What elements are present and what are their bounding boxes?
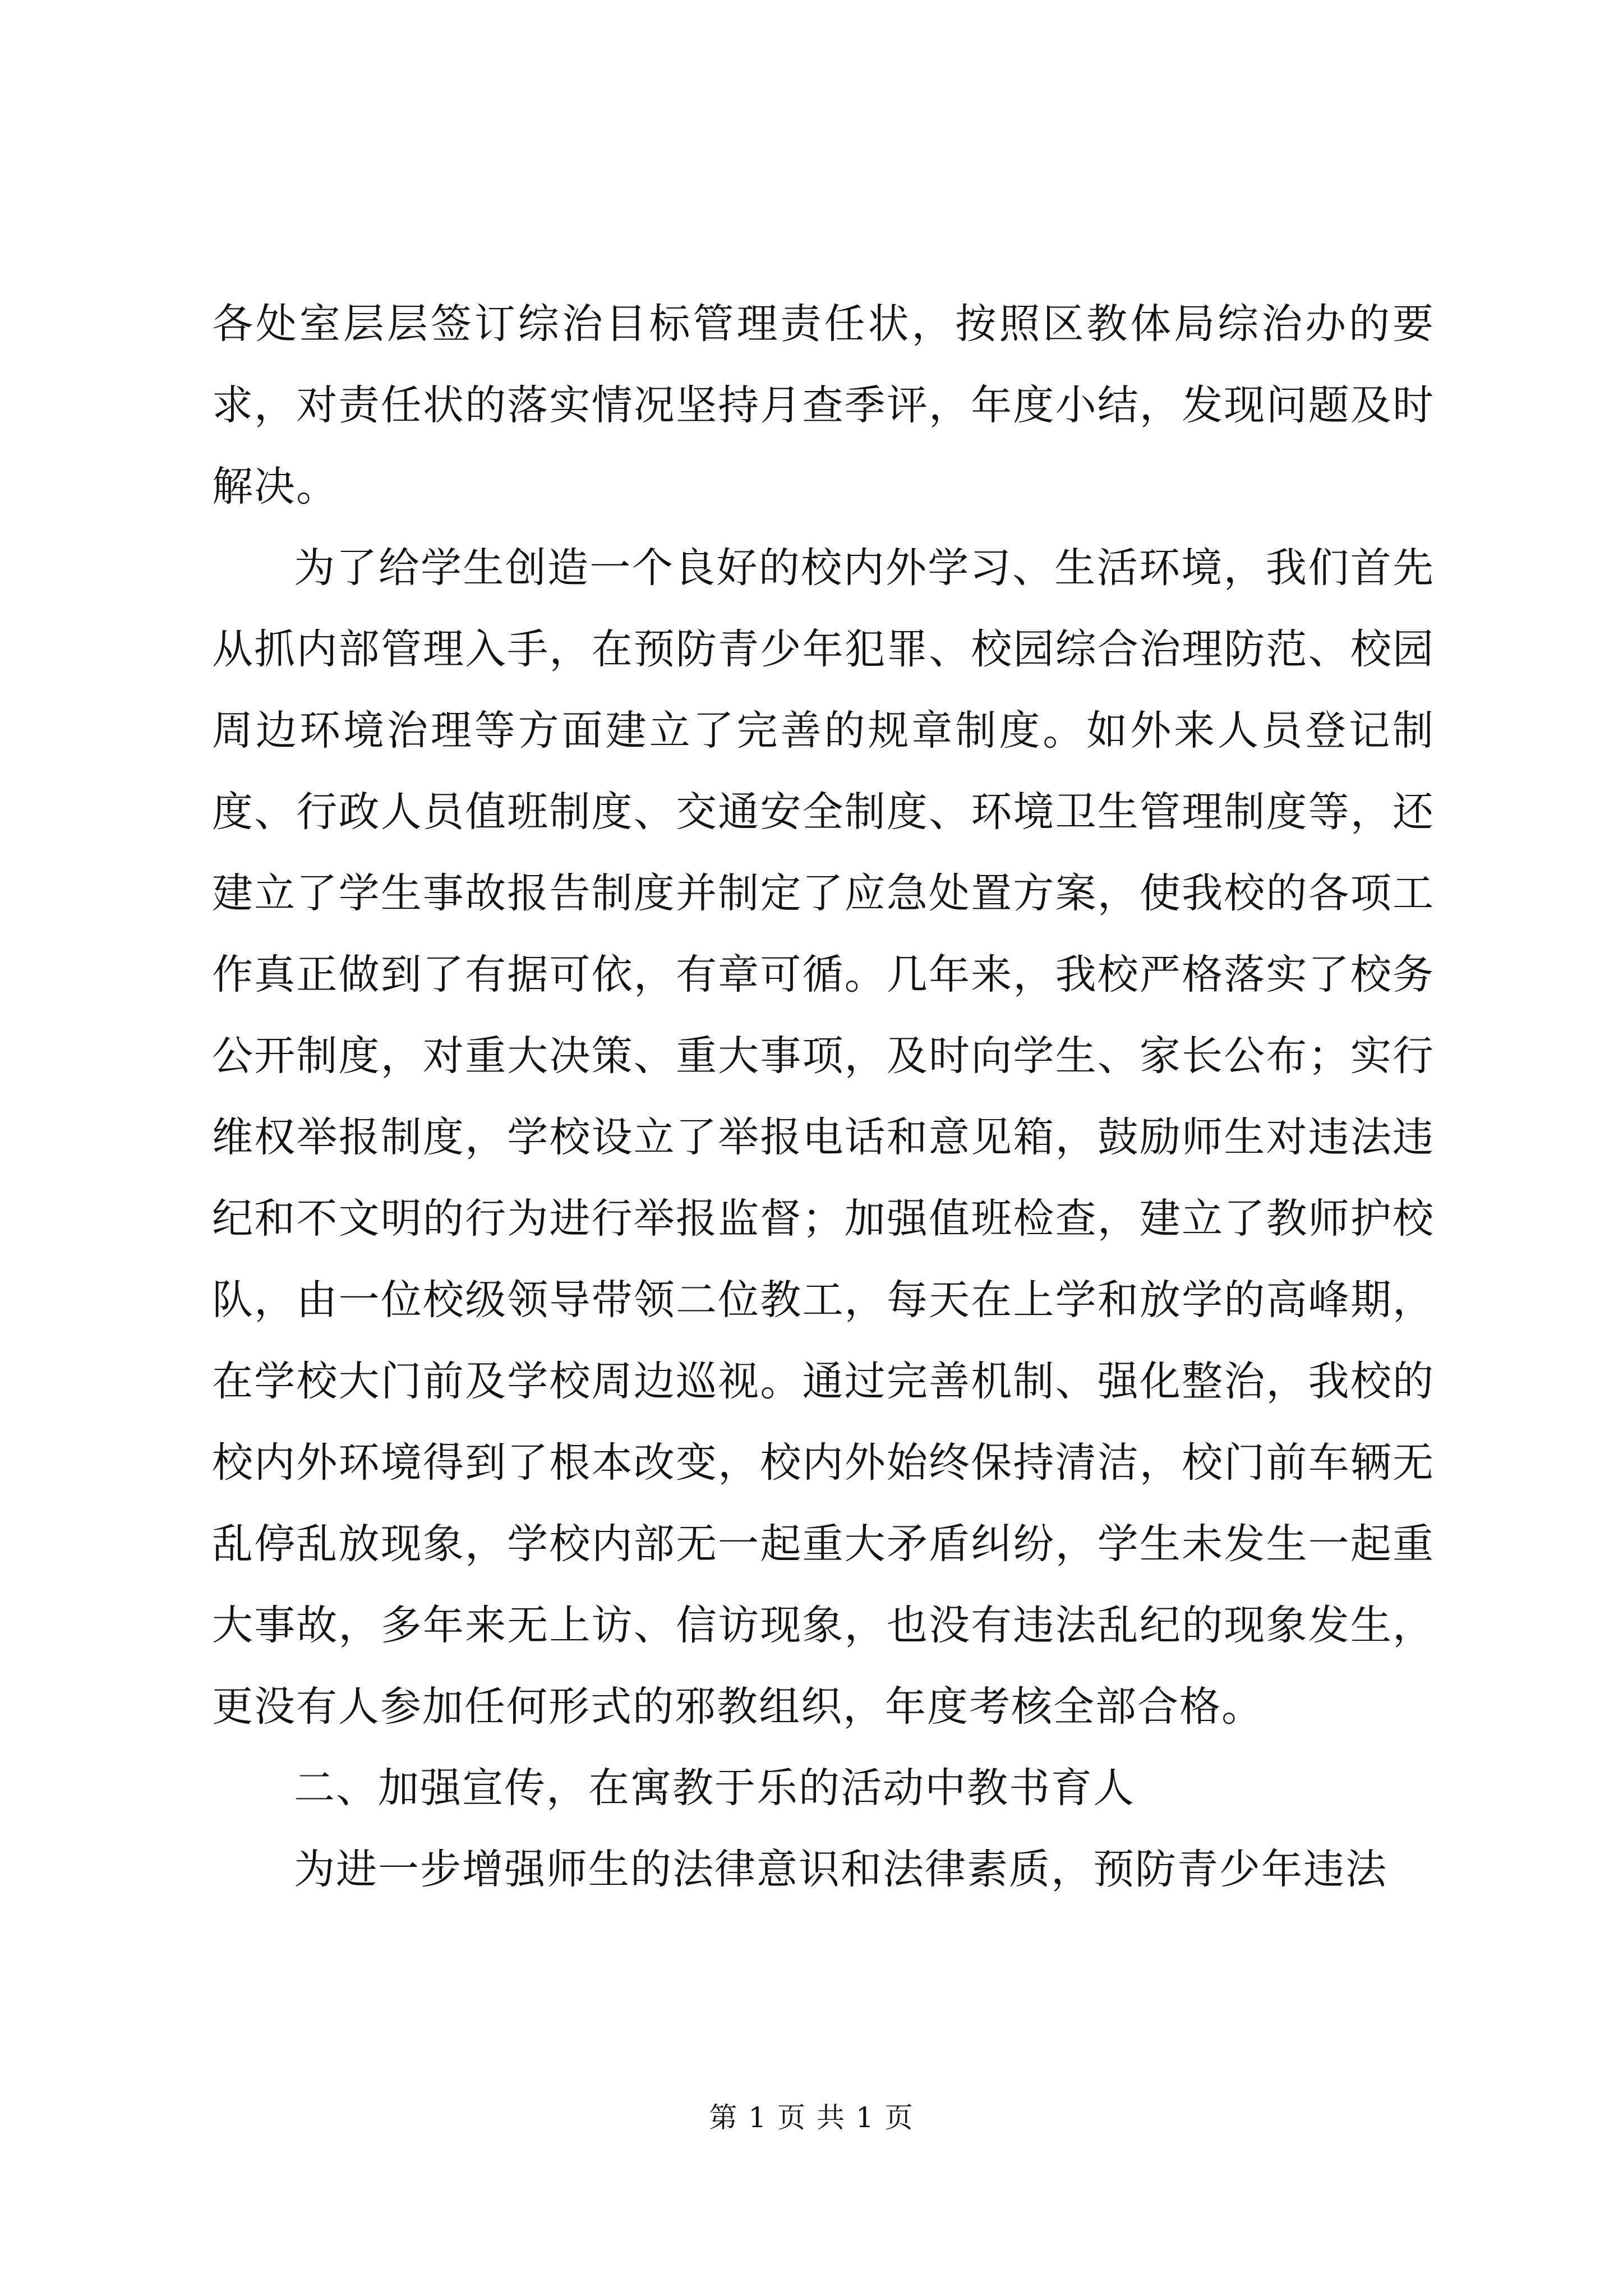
section-heading: 二、加强宣传，在寓教于乐的活动中教书育人	[294, 1764, 1135, 1812]
paragraph-1: 各处室层层签订综治目标管理责任状，按照区教体局综治办的要求，对责任状的落实情况坚持月查季评，年度小结，发现问题及时解决。	[212, 300, 1435, 510]
document-body	[212, 283, 1435, 1910]
page-footer: 第 1 页 共 1 页	[709, 2101, 914, 2134]
paragraph-2: 为了给学生创造一个良好的校内外学习、生活环境，我们首先从抓内部管理入手，在预防青少年犯罪、校园综合治理防范、校园周边环境治理等方面建立了完善的规章制度。如外来人员登记制度、行政人员值班制度、交通安全制度、环境卫生管理制度等，还建立了学生事故报告制度并制定了应急处置方案，使我校的各项工作真正做到了有据可依，有章可循。几年来，我校严格落实了校务公开制度，对重大决策、重大事项，及时向学生、家长公布；实行维权举报制度，学校设立了举报电话和意见箱，鼓励师生对违法违纪和不文明的行为进行举报监督；加强值班检查，建立了教师护校队，由一位校级领导带领二位教工，每天在上学和放学的高峰期，在学校大门前及学校周边巡视。通过完善机制、强化整治，我校的校内外环境得到了根本改变，校内外始终保持清洁，校门前车辆无乱停乱放现象，学校内部无一起重大矛盾纠纷，学生未发生一起重大事故，多年来无上访、信访现象，也没有违法乱纪的现象发生，更没有人参加任何形式的邪教组织，年度考核全部合格。	[212, 544, 1435, 1731]
paragraph-3: 为进一步增强师生的法律意识和法律素质，预防青少年违法	[294, 1846, 1387, 1893]
